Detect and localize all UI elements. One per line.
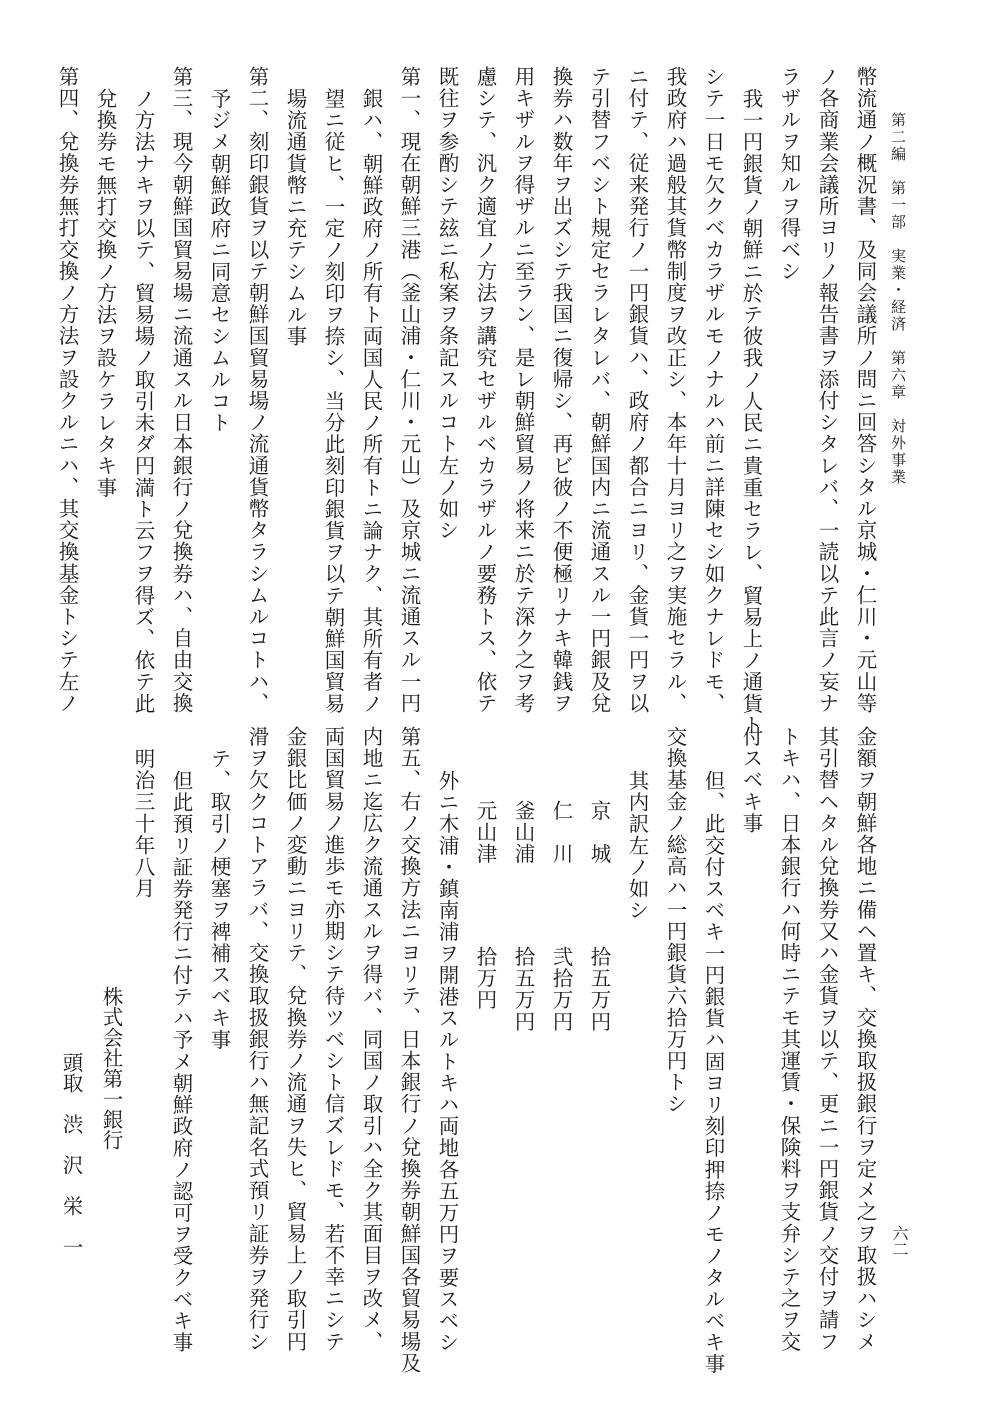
text-column: 第四、兌換券無打交換ノ方法ヲ設クルニハ、其交換基金トシテ左ノ — [55, 66, 79, 714]
text-column: 換券ハ数年ヲ出ズシテ我国ニ復帰シ、再ビ彼ノ不便極リナキ韓銭ヲ — [549, 66, 573, 714]
text-column: 第一、現在朝鮮三港（釜山浦・仁川・元山）及京城ニ流通スル一円 — [397, 66, 421, 714]
text-column: 我一円銀貨ノ朝鮮ニ於テ彼我ノ人民ニ貴重セラレ、貿易上ノ通貨ト — [739, 88, 763, 736]
text-column: 兌換券モ無打交換ノ方法ヲ設ケラレタキ事 — [93, 88, 117, 499]
text-column: 既往ヲ参酌シテ玆ニ私案ヲ条記スルコト左ノ如シ — [435, 66, 459, 542]
running-header: 第二編 第一部 実業・経済 第六章 対外事業 — [889, 112, 907, 486]
text-column: 其内訳左ノ如シ — [625, 770, 649, 922]
text-column: 付スベキ事 — [739, 726, 763, 834]
breakdown-amount: 拾万円 — [473, 946, 497, 1011]
text-column: 幣流通ノ概況書、及同会議所ノ問ニ回答シタル京城・仁川・元山等 — [853, 66, 877, 714]
text-column: 第三、現今朝鮮国貿易場ニ流通スル日本銀行ノ兌換券ハ、自由交換 — [169, 66, 193, 714]
breakdown-amount: 弐拾万円 — [549, 946, 573, 1033]
text-column: 交換基金ノ総高ハ一円銀貨六拾万円トシ — [663, 726, 687, 1115]
text-column: 外ニ木浦・鎮南浦ヲ開港スルトキハ両地各五万円ヲ要スベシ — [435, 770, 459, 1354]
text-column: 望ニ従ヒ、一定ノ刻印ヲ捺シ、当分此刻印銀貨ヲ以テ朝鮮国貿易 — [321, 88, 345, 715]
text-column: 銀ハ、朝鮮政府ノ所有ト両国人民ノ所有トニ論ナク、其所有者ノ — [359, 88, 383, 715]
signature-company: 株式会社第一銀行 — [99, 986, 123, 1150]
breakdown-place: 釜山浦 — [511, 800, 535, 865]
breakdown-amount: 拾五万円 — [587, 946, 611, 1033]
text-column: 内地ニ迄広ク流通スルヲ得バ、同国ノ取引ハ全ク其面目ヲ改メ、 — [359, 726, 383, 1353]
text-column: 慮シテ、汎ク適宜ノ方法ヲ講究セザルベカラザルノ要務トス、依テ — [473, 66, 497, 714]
text-column: ニ付テ、従来発行ノ一円銀貨ハ、政府ノ都合ニヨリ、金貨一円ヲ以 — [625, 66, 649, 714]
text-column: 但此預リ証券発行ニ付テハ予メ朝鮮政府ノ認可ヲ受クベキ事 — [169, 770, 193, 1354]
text-column: 両国貿易ノ進歩モ亦期シテ待ツベシト信ズレドモ、若不幸ニシテ — [321, 726, 345, 1353]
text-column: ラザルヲ知ルヲ得ベシ — [777, 66, 801, 282]
text-column: ノ方法ナキヲ以テ、貿易場ノ取引未ダ円満ト云フヲ得ズ、依テ此 — [131, 88, 155, 715]
text-column: テ、取引ノ梗塞ヲ裨補スベキ事 — [207, 748, 231, 1051]
text-column: 其引替ヘタル兌換券又ハ金貨ヲ以テ、更ニ一円銀貨ノ交付ヲ請フ — [815, 726, 839, 1353]
breakdown-amount: 拾五万円 — [511, 946, 535, 1033]
breakdown-place: 京 城 — [587, 800, 611, 865]
text-column: 場流通貨幣ニ充テシムル事 — [283, 88, 307, 348]
text-column: 但、此交付スベキ一円銀貨ハ固ヨリ刻印押捺ノモノタルベキ事 — [701, 770, 725, 1375]
text-column: シテ一日モ欠クベカラザルモノナルハ前ニ詳陳セシ如クナレドモ、 — [701, 66, 725, 714]
page-number: 六二 — [890, 1225, 909, 1257]
text-column: 予ジメ朝鮮政府ニ同意セシムルコト — [207, 88, 231, 434]
date-line: 明治三十年八月 — [131, 748, 155, 900]
text-column: 我政府ハ過般其貨幣制度ヲ改正シ、本年十月ヨリ之ヲ実施セラル、 — [663, 66, 687, 714]
text-column: 用キザルヲ得ザルニ至ラン、是レ朝鮮貿易ノ将来ニ於テ深ク之ヲ考 — [511, 66, 535, 714]
text-column: 第五、右ノ交換方法ニヨリテ、日本銀行ノ兌換券朝鮮国各貿易場及 — [397, 726, 421, 1374]
breakdown-place: 元山津 — [473, 800, 497, 865]
text-column: テ引替フベシト規定セラレタレバ、朝鮮国内ニ流通スル一円銀及兌 — [587, 66, 611, 714]
text-column: 第二、刻印銀貨ヲ以テ朝鮮国貿易場ノ流通貨幣タラシムルコトハ、 — [245, 66, 269, 714]
text-column: 滑ヲ欠クコトアラバ、交換取扱銀行ハ無記名式預リ証券ヲ発行シ — [245, 726, 269, 1353]
breakdown-place: 仁 川 — [549, 800, 573, 865]
signature-name: 頭取 渋 沢 栄 一 — [59, 1052, 83, 1257]
text-column: トキハ、日本銀行ハ何時ニテモ其運賃・保険料ヲ支弁シテ之ヲ交 — [777, 726, 801, 1353]
text-column: ノ各商業会議所ヨリノ報告書ヲ添付シタレバ、一読以テ此言ノ妄ナ — [815, 66, 839, 714]
text-column: 金銀比価ノ変動ニヨリテ、兌換券ノ流通ヲ失ヒ、貿易上ノ取引円 — [283, 726, 307, 1353]
text-column: 金額ヲ朝鮮各地ニ備ヘ置キ、交換取扱銀行ヲ定メ之ヲ取扱ハシメ — [853, 726, 877, 1353]
